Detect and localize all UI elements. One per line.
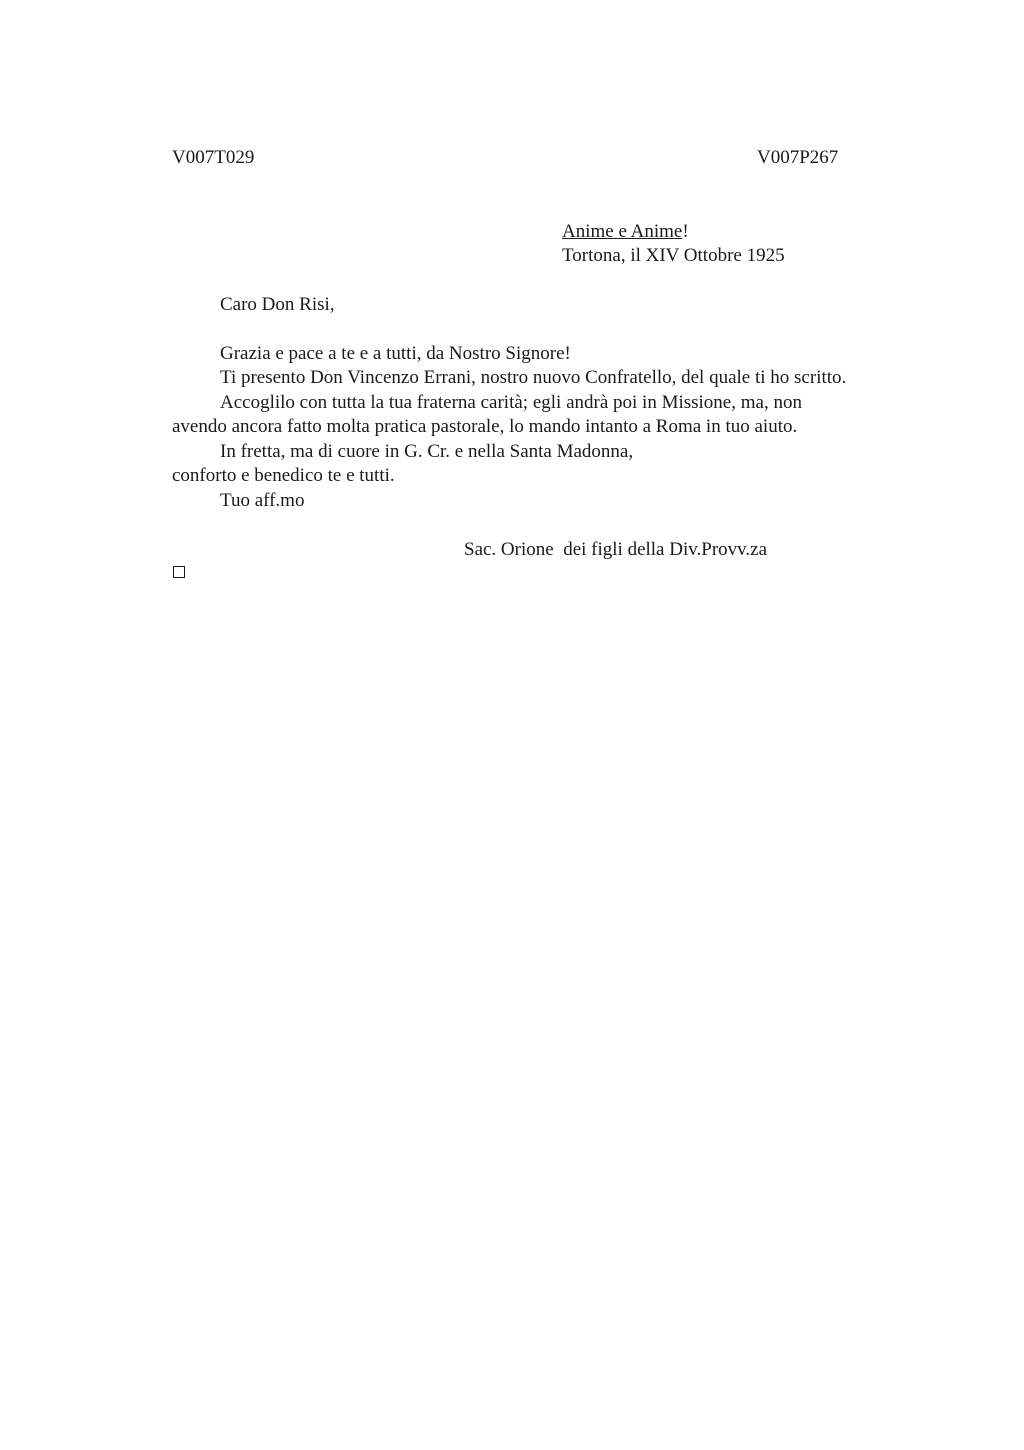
signature: Sac. Orione dei figli della Div.Provv.za bbox=[464, 539, 768, 560]
place-date: Tortona, il XIV Ottobre 1925 bbox=[562, 245, 785, 266]
checkbox-square-icon bbox=[173, 566, 185, 578]
document-code-right: V007P267 bbox=[757, 147, 839, 168]
body-line-5: In fretta, ma di cuore in G. Cr. e nella Santa Madonna, bbox=[220, 441, 634, 462]
closing: Tuo aff.mo bbox=[220, 490, 305, 511]
body-line-4: avendo ancora fatto molta pratica pastorale, lo mando intanto a Roma in tuo aiuto. bbox=[172, 416, 798, 437]
document-code-left: V007T029 bbox=[172, 147, 255, 168]
motto-text: Anime e Anime bbox=[562, 221, 683, 242]
body-line-1: Grazia e pace a te e a tutti, da Nostro Signore! bbox=[220, 343, 571, 364]
body-line-6: conforto e benedico te e tutti. bbox=[172, 465, 395, 486]
motto-punctuation: ! bbox=[682, 221, 689, 242]
body-line-3: Accoglilo con tutta la tua fraterna carità; egli andrà poi in Missione, ma, non bbox=[220, 392, 802, 413]
motto-line bbox=[562, 220, 689, 244]
body-line-2: Ti presento Don Vincenzo Errani, nostro nuovo Confratello, del quale ti ho scritto. bbox=[220, 367, 847, 388]
salutation: Caro Don Risi, bbox=[220, 294, 335, 315]
